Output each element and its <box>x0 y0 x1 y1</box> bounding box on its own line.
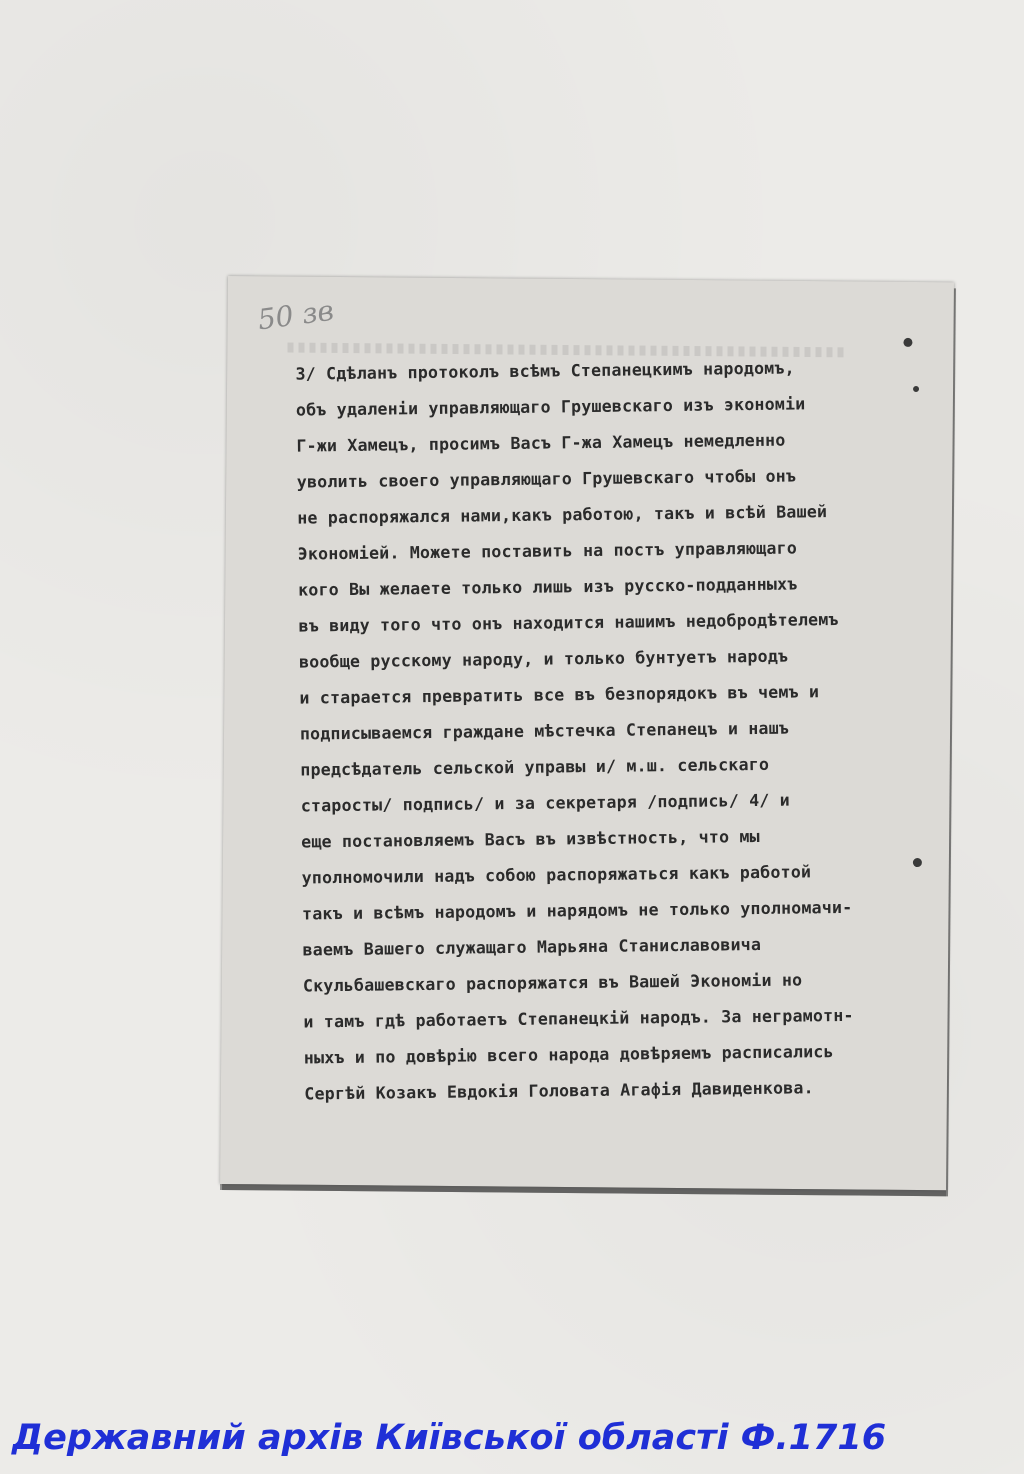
text-line: 3/ Сдѣланъ протоколъ всѣмъ Степанецкимъ народомъ, <box>295 358 795 384</box>
text-line: старосты/ подпись/ и за секретаря /подпись/ 4/ и <box>300 790 791 816</box>
text-line: Экономіей. Можете поставить на постъ управляющаго <box>297 538 798 564</box>
punch-hole-mark <box>903 338 912 347</box>
text-line: уполномочили надъ собою распоряжаться какъ работой <box>301 862 812 888</box>
typed-text-body <box>295 349 944 1113</box>
text-line: еще постановляемъ Васъ въ извѣстность, что мы <box>301 826 760 852</box>
punch-hole-mark <box>913 858 922 867</box>
text-line: вообще русскому народу, и только бунтуетъ народъ <box>298 646 789 672</box>
text-line: ваемъ Вашего служащаго Марьяна Станиславовича <box>302 934 762 960</box>
text-line: въ виду того что онъ находится нашимъ недобродѣтелемъ <box>298 609 839 636</box>
text-line: уволить своего управляющаго Грушевскаго чтобы онъ <box>296 466 797 492</box>
text-line: кого Вы желаете только лишь изъ русско-подданныхъ <box>298 574 798 600</box>
text-line: Сергѣй Козакъ Евдокія Головата Агафія Давиденкова. <box>304 1078 814 1104</box>
text-line: и тамъ гдѣ работаетъ Степанецкій народъ. За неграмотн- <box>303 1005 854 1032</box>
punch-hole-mark <box>913 386 919 392</box>
text-line: ныхъ и по довѣрію всего народа довѣряемъ расписались <box>303 1042 834 1068</box>
text-line: Скульбашевскаго распоряжатся въ Вашей Экономіи но <box>302 970 803 996</box>
text-line: такъ и всѣмъ народомъ и нарядомъ не только уполномачи- <box>301 897 853 924</box>
text-line: предсѣдатель сельской управы и/ м.ш. сельскаго <box>300 754 770 780</box>
text-line: не распоряжался нами,какъ работою, такъ и всѣй Вашей <box>297 502 828 528</box>
document-sheet <box>220 276 954 1190</box>
text-line: и старается превратить все въ безпорядокъ въ чемъ и <box>299 682 820 708</box>
text-line: подписываемся граждане мѣстечка Степанецъ и нашъ <box>299 718 790 744</box>
archive-caption: Державний архів Київської області Ф.1716 <box>12 1418 887 1458</box>
text-line: Г-жи Хамецъ, просимъ Васъ Г-жа Хамецъ немедленно <box>296 430 786 456</box>
text-line: объ удаленіи управляющаго Грушевскаго изъ экономіи <box>295 394 806 420</box>
folio-number: 50 зв <box>255 293 336 337</box>
